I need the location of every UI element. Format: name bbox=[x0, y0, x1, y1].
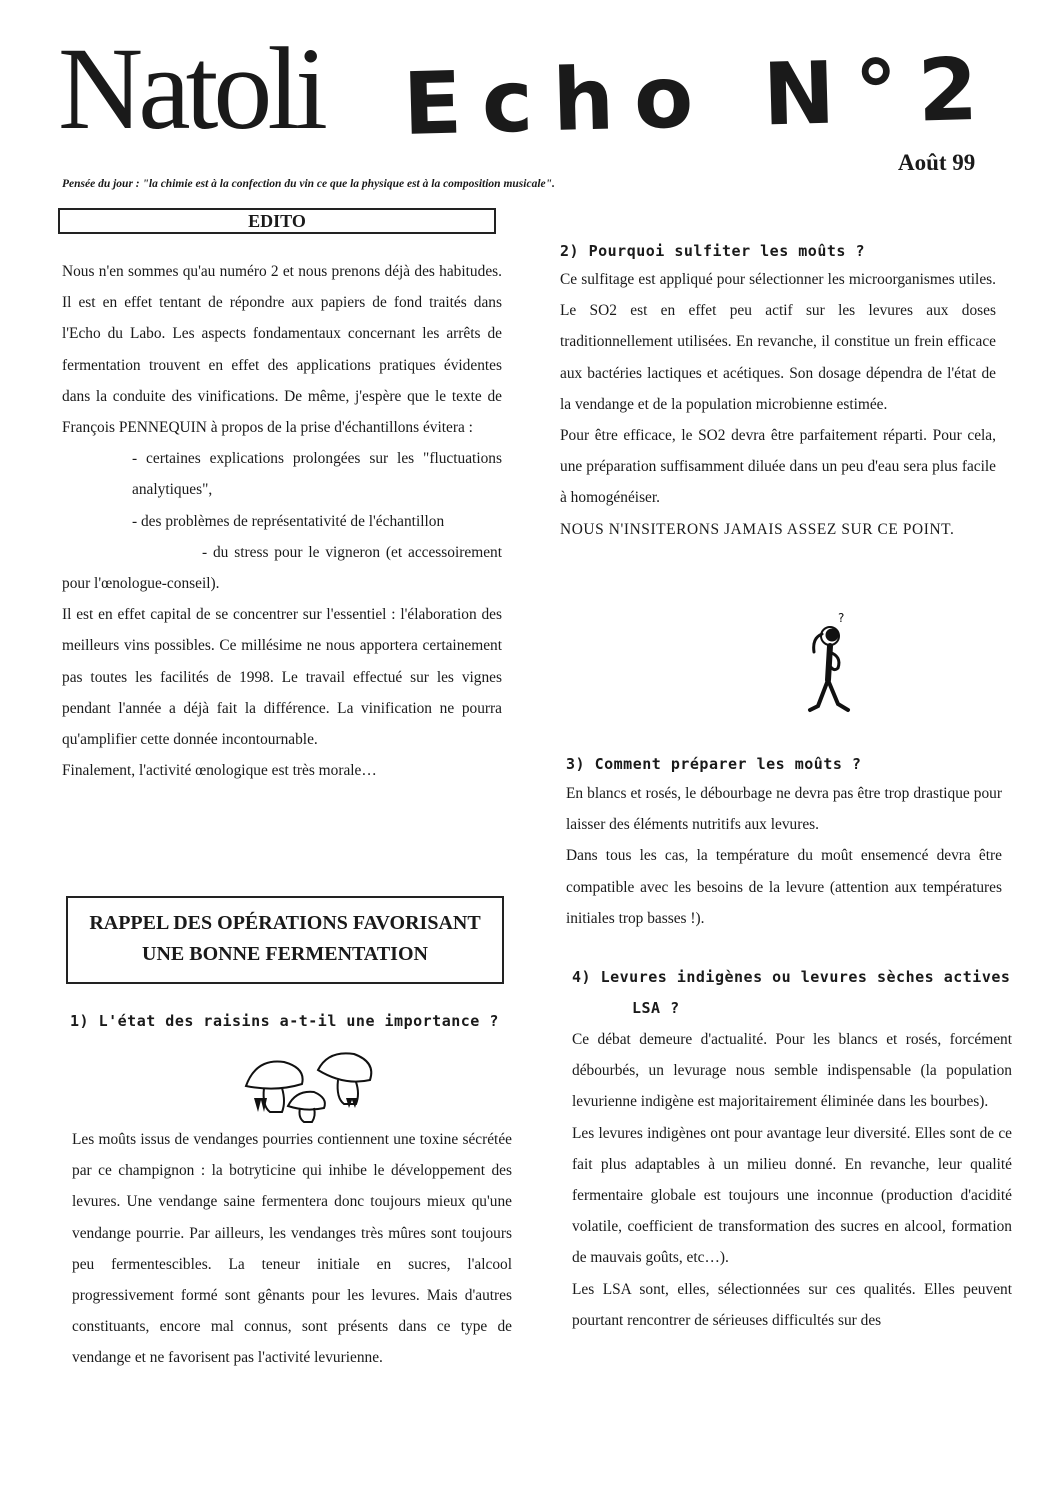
section-paragraph: NOUS N'INSITERONS JAMAIS ASSEZ SUR CE POINT. bbox=[560, 520, 955, 538]
banner-line: UNE BONNE FERMENTATION bbox=[142, 943, 428, 965]
section-banner bbox=[66, 896, 504, 984]
edito-list-item: - des problèmes de représentativité de l'échantillon bbox=[132, 512, 445, 530]
section-paragraph: Ce débat demeure d'actualité. Pour les blancs et rosés, forcément débourbés, un levurage nous semble indispensable (la population levurienne indigène est majoritairement éliminée dans les bourbes). bbox=[572, 1031, 1012, 1111]
banner-line: RAPPEL DES OPÉRATIONS FAVORISANT bbox=[89, 912, 481, 934]
edito-paragraph: Finalement, l'activité œnologique est très morale… bbox=[62, 762, 377, 780]
section-paragraph: Les levures indigènes ont pour avantage leur diversité. Elles sont de ce fait plus adaptables à un milieu donné. En revanche, leur qualité fermentaire globale est toujours une inconnue (production d'acidité volatile, coefficient de transformation des sucres en alcool, formation de mauvais goûts, etc…). bbox=[572, 1124, 1012, 1267]
edito-body bbox=[62, 256, 502, 786]
section-4-title-continued: LSA ? bbox=[632, 999, 680, 1017]
edito-heading: EDITO bbox=[58, 208, 496, 234]
svg-text:?: ? bbox=[838, 611, 845, 625]
section-1-title: 1) L'état des raisins a-t-il une importance ? bbox=[70, 1012, 499, 1030]
section-4-title: 4) Levures indigènes ou levures sèches actives bbox=[572, 968, 1011, 986]
section-2-body bbox=[560, 264, 996, 545]
newsletter-title: Natoli bbox=[58, 23, 323, 154]
issue-number: Echo N°2 bbox=[401, 39, 1000, 155]
issue-date: Août 99 bbox=[898, 150, 976, 175]
section-paragraph: Pour être efficace, le SO2 devra être parfaitement réparti. Pour cela, une préparation suffisamment diluée dans un peu d'eau sera plus facile à homogénéiser. bbox=[560, 427, 996, 507]
section-paragraph: Les moûts issus de vendanges pourries contiennent une toxine sécrétée par ce champignon : la botryticine qui inhibe le développement des levures. Une vendange saine fermentera donc toujours mieux qu'une vendange pourrie. Par ailleurs, les vendanges très mûres sont toujours peu fermentescibles. La teneur initiale en sucres, l'alcool progressivement formé sont gênants pour les levures. Mais d'autres constituants, encore mal connus, sont présents dans ce type de vendange et ne favorisent pas l'activité levurienne. bbox=[72, 1131, 512, 1367]
edito-paragraph: Il est en effet capital de se concentrer sur l'essentiel : l'élaboration des meilleurs vins possibles. Ce millésime ne nous apportera certainement pas toutes les facilités de 1998. Le travail effectué sur les vignes pendant l'année a déjà fait la différence. La vinification ne pourra qu'amplifier cette donnée incontournable. bbox=[62, 606, 502, 749]
edito-list-item-text: - du stress pour le vigneron (et accessoirement pour l'œnologue-conseil). bbox=[62, 543, 502, 593]
section-3-body bbox=[566, 778, 1002, 934]
edito-list-item bbox=[62, 537, 502, 599]
section-paragraph: Dans tous les cas, la température du moût ensemencé devra être compatible avec les besoins de la levure (attention aux températures initiales trop basses !). bbox=[566, 847, 1002, 927]
section-1-body bbox=[72, 1124, 512, 1374]
edito-paragraph: Nous n'en sommes qu'au numéro 2 et nous prenons déjà des habitudes. Il est en effet tentant de répondre aux papiers de fond traités dans l'Echo du Labo. Les aspects fondamentaux concernant les arrêts de fermentation trouvent en effet des applications pratiques évidentes dans la conduite des vinifications. De même, j'espère que le texte de François PENNEQUIN à propos de la prise d'échantillons évitera : bbox=[62, 263, 502, 437]
thought-of-the-day: Pensée du jour : "la chimie est à la confection du vin ce que la physique est à la composition musicale". bbox=[62, 178, 555, 190]
section-4-body bbox=[572, 1024, 1012, 1336]
section-paragraph: Les LSA sont, elles, sélectionnées sur ces qualités. Elles peuvent pourtant rencontrer de sérieuses difficultés sur des bbox=[572, 1280, 1012, 1329]
section-paragraph: Ce sulfitage est appliqué pour sélectionner les microorganismes utiles. Le SO2 est en effet peu actif sur les levures aux doses traditionnellement utilisées. En revanche, il constitue un frein efficace aux bactéries lactiques et acétiques. Son dosage dépendra de l'état de la vendange et de la population microbienne estimée. bbox=[560, 271, 996, 413]
section-3-title: 3) Comment préparer les moûts ? bbox=[566, 755, 862, 773]
mushrooms-illustration bbox=[236, 1046, 386, 1126]
section-paragraph: En blancs et rosés, le débourbage ne devra pas être trop drastique pour laisser des éléments nutritifs aux levures. bbox=[566, 785, 1002, 834]
edito-list-item: - certaines explications prolongées sur les "fluctuations analytiques", bbox=[132, 450, 502, 499]
thinking-figure-illustration bbox=[800, 610, 870, 720]
section-2-title: 2) Pourquoi sulfiter les moûts ? bbox=[560, 242, 865, 260]
